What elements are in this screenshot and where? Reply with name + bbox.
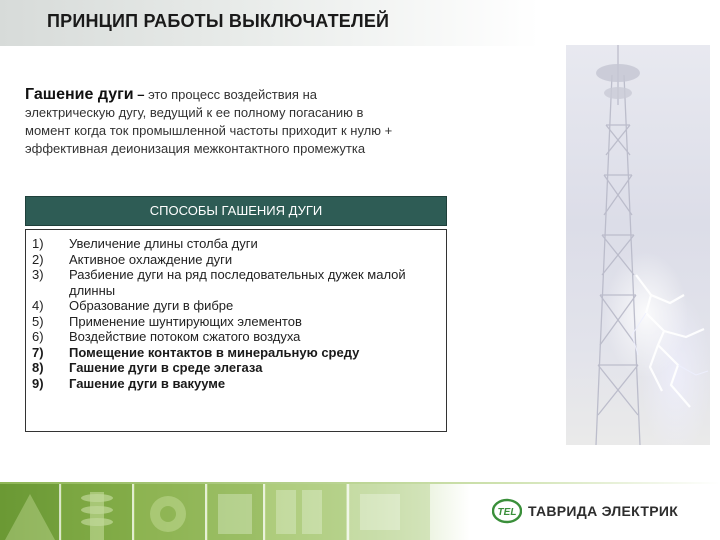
definition-line-2: электрическую дугу, ведущий к ее полному погасанию в xyxy=(25,105,364,120)
list-item xyxy=(32,376,437,392)
list-item xyxy=(32,236,437,252)
list-item-text: Активное охлаждение дуги xyxy=(69,251,233,267)
list-item-number: 6) xyxy=(32,329,44,344)
list-item-text: Гашение дуги в среде элегаза xyxy=(69,360,263,375)
list-item-number: 9) xyxy=(32,375,44,391)
list-item xyxy=(32,345,437,361)
methods-box xyxy=(25,229,447,432)
definition-term: Гашение дуги xyxy=(25,86,134,103)
tel-logo-icon xyxy=(492,496,522,526)
list-item-text: Применение шунтирующих элементов xyxy=(69,313,302,329)
list-item-number: 1) xyxy=(32,236,44,251)
list-item-text: Образование дуги в фибре xyxy=(69,298,234,313)
list-item-text: Разбиение дуги на ряд последовательных дужек малой длинны xyxy=(69,267,406,298)
list-item xyxy=(32,329,437,345)
slide-title: ПРИНЦИП РАБОТЫ ВЫКЛЮЧАТЕЛЕЙ xyxy=(47,11,390,31)
list-item xyxy=(32,360,437,376)
list-item xyxy=(32,252,437,268)
list-item xyxy=(32,267,437,298)
list-item-number: 4) xyxy=(32,298,44,313)
list-item-text: Увеличение длины столба дуги xyxy=(69,236,258,251)
definition-dash: – xyxy=(137,87,145,102)
list-item-number: 5) xyxy=(32,313,44,329)
list-item-text: Воздействие потоком сжатого воздуха xyxy=(69,329,301,344)
methods-header: СПОСОБЫ ГАШЕНИЯ ДУГИ xyxy=(25,196,447,226)
list-item-text: Гашение дуги в вакууме xyxy=(69,375,226,391)
list-item-number: 8) xyxy=(32,360,44,375)
definition-line-1: это процесс воздействия на xyxy=(144,87,317,102)
list-item xyxy=(32,298,437,314)
logo-text: ТАВРИДА ЭЛЕКТРИК xyxy=(528,503,679,519)
definition-line-3: момент когда ток промышленной частоты приходит к нулю + xyxy=(25,123,393,138)
definition-line-4: эффективная деионизация межконтактного промежутка xyxy=(25,141,366,156)
list-item-text: Помещение контактов в минеральную среду xyxy=(69,344,360,360)
footer-photo-strip xyxy=(0,484,470,540)
list-item-number: 3) xyxy=(32,267,44,282)
list-item xyxy=(32,314,437,330)
definition-paragraph xyxy=(25,86,555,158)
list-item-number: 7) xyxy=(32,344,44,360)
arc-tower-photo xyxy=(566,45,710,445)
methods-list xyxy=(32,236,437,391)
list-item-number: 2) xyxy=(32,251,44,267)
company-logo xyxy=(492,496,692,526)
svg-text:TEL: TEL xyxy=(497,507,517,518)
